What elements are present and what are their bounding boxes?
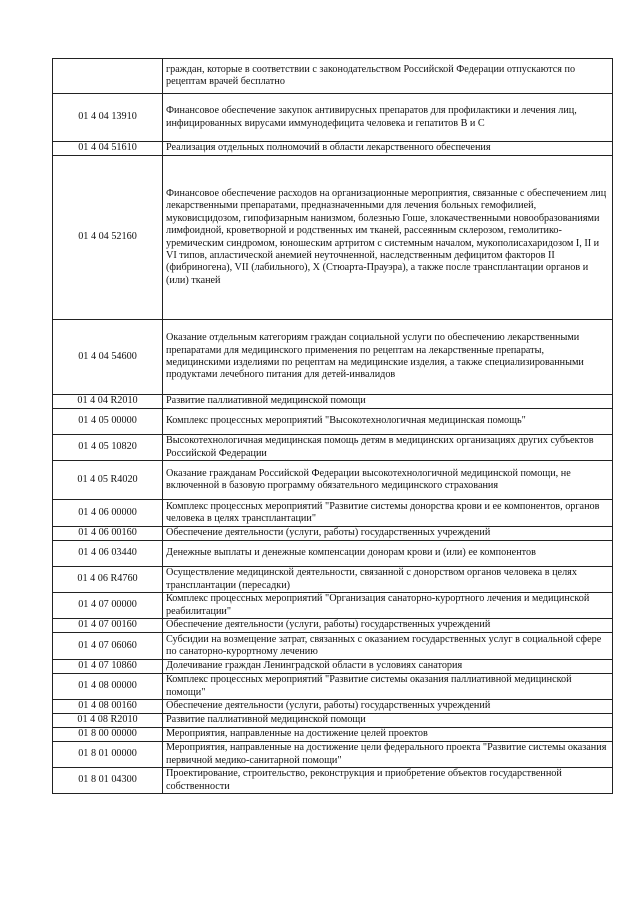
row-code: 01 4 07 06060 xyxy=(53,633,163,660)
table-row xyxy=(53,541,613,567)
row-code: 01 4 06 00160 xyxy=(53,527,163,541)
row-description: Долечивание граждан Ленинградской области в условиях санатория xyxy=(163,660,613,674)
row-code: 01 4 08 00160 xyxy=(53,700,163,714)
row-description: Обеспечение деятельности (услуги, работы) государственных учреждений xyxy=(163,619,613,633)
row-code: 01 4 07 10860 xyxy=(53,660,163,674)
row-code xyxy=(53,59,163,94)
table-row xyxy=(53,700,613,714)
row-code: 01 4 05 00000 xyxy=(53,409,163,435)
table-row xyxy=(53,768,613,794)
row-description: Развитие паллиативной медицинской помощи xyxy=(163,714,613,728)
table-row xyxy=(53,619,613,633)
table-row xyxy=(53,461,613,500)
row-code: 01 4 07 00000 xyxy=(53,593,163,619)
row-code: 01 8 00 00000 xyxy=(53,728,163,742)
table-row xyxy=(53,728,613,742)
row-description: Денежные выплаты и денежные компенсации донорам крови и (или) ее компонентов xyxy=(163,541,613,567)
table-row xyxy=(53,567,613,593)
row-description: Оказание гражданам Российской Федерации высокотехнологичной медицинской помощи, не включенной в базовую программу обязательного медицинского страхования xyxy=(163,461,613,500)
table-row xyxy=(53,94,613,142)
table-row xyxy=(53,156,613,320)
table-row xyxy=(53,527,613,541)
row-description: Обеспечение деятельности (услуги, работы) государственных учреждений xyxy=(163,527,613,541)
row-description: Комплекс процессных мероприятий "Развитие системы донорства крови и ее компонентов, органов человека в целях трансплантации" xyxy=(163,500,613,527)
row-description: Финансовое обеспечение расходов на организационные мероприятия, связанные с обеспечением лиц лекарственными препаратами, предназначенными для лечения больных гемофилией, муковисцидозом, гипофизарным нанизмом, болезнью Гоше, злокачественными новообразованиями лимфоидной, кроветворной и родственных им тканей, рассеянным склерозом, гемолитико-уремическим синдромом, юношеским артритом с системным началом, мукополисахаридозом I, II и VI типов, апластической анемией неуточненной, наследственным дефицитом факторов II (фибриногена), VII (лабильного), X (Стюарта-Прауэра), а также после трансплантации органов и (или) тканей xyxy=(163,156,613,320)
row-description: Осуществление медицинской деятельности, связанной с донорством органов человека в целях трансплантации (пересадки) xyxy=(163,567,613,593)
row-description: Мероприятия, направленные на достижение целей проектов xyxy=(163,728,613,742)
row-code: 01 4 04 13910 xyxy=(53,94,163,142)
row-description: Оказание отдельным категориям граждан социальной услуги по обеспечению лекарственными препаратами для медицинского применения по рецептам на лекарственные препараты, медицинскими изделиями по рецептам на медицинские изделия, а также специализированными продуктами лечебного питания для детей-инвалидов xyxy=(163,320,613,395)
table-row xyxy=(53,395,613,409)
row-code: 01 4 04 54600 xyxy=(53,320,163,395)
row-description: Мероприятия, направленные на достижение цели федерального проекта "Развитие системы оказания первичной медико-санитарной помощи" xyxy=(163,742,613,768)
table-body xyxy=(53,59,613,794)
table-row xyxy=(53,435,613,461)
table-row xyxy=(53,59,613,94)
row-description: Комплекс процессных мероприятий "Развитие системы оказания паллиативной медицинской помощи" xyxy=(163,674,613,700)
row-code: 01 4 06 R4760 xyxy=(53,567,163,593)
table-row xyxy=(53,660,613,674)
table-row xyxy=(53,500,613,527)
row-code: 01 4 06 03440 xyxy=(53,541,163,567)
row-description: Субсидии на возмещение затрат, связанных с оказанием государственных услуг в социальной сфере по санаторно-курортному лечению xyxy=(163,633,613,660)
row-description: Финансовое обеспечение закупок антивирусных препаратов для профилактики и лечения лиц, инфицированных вирусами иммунодефицита человека и гепатитов В и С xyxy=(163,94,613,142)
row-description: Реализация отдельных полномочий в области лекарственного обеспечения xyxy=(163,142,613,156)
table-row xyxy=(53,674,613,700)
row-code: 01 4 05 10820 xyxy=(53,435,163,461)
row-description: Комплекс процессных мероприятий "Организация санаторно-курортного лечения и медицинской реабилитации" xyxy=(163,593,613,619)
row-code: 01 4 08 00000 xyxy=(53,674,163,700)
row-code: 01 4 07 00160 xyxy=(53,619,163,633)
table-row xyxy=(53,142,613,156)
row-code: 01 4 06 00000 xyxy=(53,500,163,527)
row-description: Обеспечение деятельности (услуги, работы) государственных учреждений xyxy=(163,700,613,714)
table-row xyxy=(53,409,613,435)
row-code: 01 4 04 R2010 xyxy=(53,395,163,409)
table-row xyxy=(53,714,613,728)
row-description: Развитие паллиативной медицинской помощи xyxy=(163,395,613,409)
row-description: Проектирование, строительство, реконструкция и приобретение объектов государственной собственности xyxy=(163,768,613,794)
row-description: граждан, которые в соответствии с законодательством Российской Федерации отпускаются по рецептам врачей бесплатно xyxy=(163,59,613,94)
row-code: 01 4 08 R2010 xyxy=(53,714,163,728)
row-code: 01 4 04 51610 xyxy=(53,142,163,156)
table-row xyxy=(53,320,613,395)
row-code: 01 8 01 00000 xyxy=(53,742,163,768)
table-row xyxy=(53,742,613,768)
row-code: 01 8 01 04300 xyxy=(53,768,163,794)
table-row xyxy=(53,593,613,619)
row-code: 01 4 05 R4020 xyxy=(53,461,163,500)
row-description: Комплекс процессных мероприятий "Высокотехнологичная медицинская помощь" xyxy=(163,409,613,435)
row-description: Высокотехнологичная медицинская помощь детям в медицинских организациях других субъектов Российской Федерации xyxy=(163,435,613,461)
table-row xyxy=(53,633,613,660)
budget-classification-table xyxy=(52,58,613,794)
row-code: 01 4 04 52160 xyxy=(53,156,163,320)
